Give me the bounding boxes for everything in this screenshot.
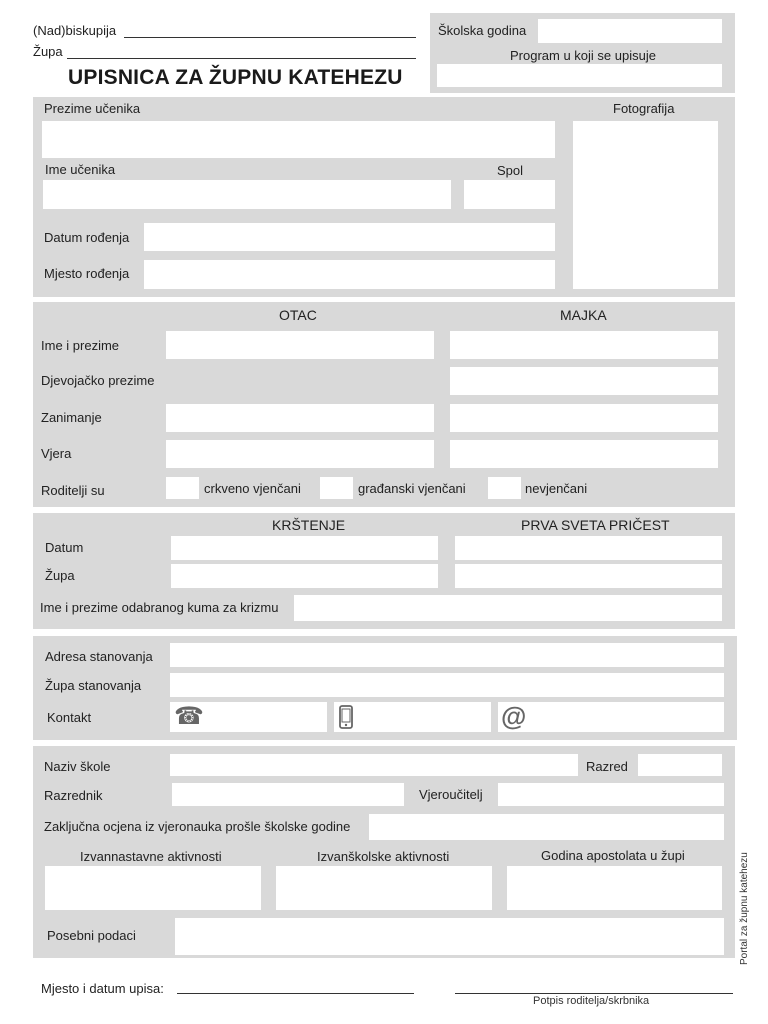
program-field[interactable] [437,64,722,87]
pricest-header: PRVA SVETA PRIČEST [521,517,670,533]
vjera-label: Vjera [41,446,72,461]
program-label: Program u koji se upisuje [510,48,656,63]
prezime-label: Prezime učenika [44,101,141,116]
page-title: UPISNICA ZA ŽUPNU KATEHEZU [68,66,403,89]
razrednik-field[interactable] [172,783,404,806]
photo-box[interactable] [573,121,718,289]
otac-header: OTAC [279,307,317,323]
datum-rodjenja-field[interactable] [144,223,555,251]
nevjencani-checkbox[interactable] [488,477,521,499]
vjeroucitelj-field[interactable] [498,783,724,806]
spol-field[interactable] [464,180,555,209]
izvanskolske-label: Izvanškolske aktivnosti [317,849,450,864]
skolska-godina-field[interactable] [538,19,722,43]
potpis-label: Potpis roditelja/skrbnika [533,995,650,1007]
pricest-datum-field[interactable] [455,536,722,560]
pricest-zupa-field[interactable] [455,564,722,588]
izvannastavne-field[interactable] [45,866,261,910]
djevojacko-label: Djevojačko prezime [41,373,155,388]
spol-label: Spol [497,163,524,178]
nevjencani-label: nevjenčani [525,481,588,496]
ime-label: Ime učenika [45,162,116,177]
majka-djevojacko-field[interactable] [450,367,718,395]
razred-label: Razred [586,759,628,774]
gradjanski-label: građanski vjenčani [358,481,466,496]
ime-field[interactable] [43,180,451,209]
krstenje-zupa-field[interactable] [171,564,438,588]
datum-label: Datum [45,540,84,555]
mjesto-rodjenja-field[interactable] [144,260,555,289]
ocjena-label: Zaključna ocjena iz vjeronauka prošle školske godine [44,819,351,834]
zupa-label: Župa [33,44,63,59]
mobile-field[interactable] [334,702,491,732]
majka-vjera-field[interactable] [450,440,718,468]
at-sign-icon: @ [501,701,527,731]
ocjena-field[interactable] [369,814,724,840]
zupa-line[interactable] [67,58,416,59]
razrednik-label: Razrednik [44,788,103,803]
zupa-stanovanja-field[interactable] [170,673,724,697]
apostolat-label: Godina apostolata u župi [541,848,685,863]
roditelji-su-label: Roditelji su [41,483,105,498]
biskupija-line[interactable] [124,37,416,38]
zanimanje-label: Zanimanje [41,410,102,425]
majka-ime-field[interactable] [450,331,718,359]
mjesto-datum-line[interactable] [177,993,414,994]
crkveno-checkbox[interactable] [166,477,199,499]
apostolat-field[interactable] [507,866,722,910]
posebni-podaci-field[interactable] [175,918,724,955]
naziv-skole-field[interactable] [170,754,578,776]
mjesto-datum-label: Mjesto i datum upisa: [41,981,164,996]
gradjanski-checkbox[interactable] [320,477,353,499]
vjeroucitelj-label: Vjeroučitelj [419,787,483,802]
mobile-phone-icon [339,705,353,729]
telephone-icon: ☎ [174,703,204,730]
otac-zanimanje-field[interactable] [166,404,434,432]
otac-ime-field[interactable] [166,331,434,359]
biskupija-label: (Nad)biskupija [33,23,117,38]
krstenje-datum-field[interactable] [171,536,438,560]
izvannastavne-label: Izvannastavne aktivnosti [80,849,222,864]
kum-field[interactable] [294,595,722,621]
prezime-field[interactable] [42,121,555,158]
zupa-stanovanja-label: Župa stanovanja [45,678,142,693]
skolska-godina-label: Školska godina [438,23,527,38]
sakrament-zupa-label: Župa [45,568,75,583]
otac-vjera-field[interactable] [166,440,434,468]
potpis-line[interactable] [455,993,733,994]
fotografija-label: Fotografija [613,101,675,116]
majka-header: MAJKA [560,307,607,323]
krstenje-header: KRŠTENJE [272,517,346,533]
side-label: Portal za župnu katehezu [739,852,750,965]
datum-rodjenja-label: Datum rođenja [44,230,130,245]
razred-field[interactable] [638,754,722,776]
ime-prezime-label: Ime i prezime [41,338,120,353]
adresa-label: Adresa stanovanja [45,649,153,664]
crkveno-label: crkveno vjenčani [204,481,301,496]
izvanskolske-field[interactable] [276,866,492,910]
kum-label: Ime i prezime odabranog kuma za krizmu [40,600,279,615]
email-field[interactable] [498,702,724,732]
adresa-field[interactable] [170,643,724,667]
posebni-podaci-label: Posebni podaci [47,928,136,943]
naziv-skole-label: Naziv škole [44,759,111,774]
kontakt-label: Kontakt [47,710,92,725]
majka-zanimanje-field[interactable] [450,404,718,432]
mjesto-rodjenja-label: Mjesto rođenja [44,266,130,281]
